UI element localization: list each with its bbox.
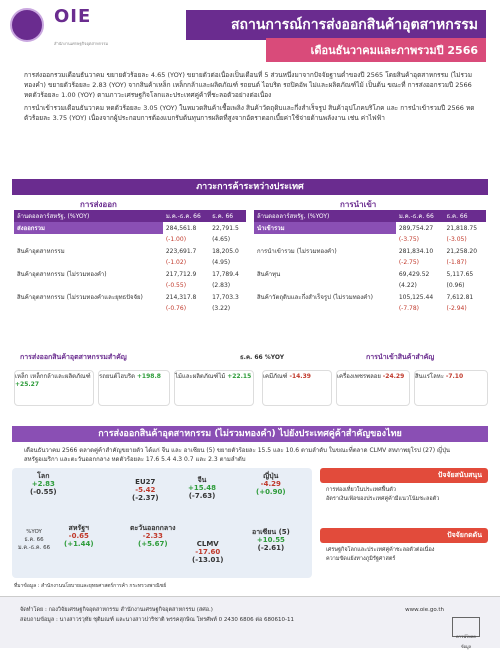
export-col2: ธ.ค. 66	[209, 210, 246, 222]
export-value: 22,791.5	[212, 224, 239, 232]
export-table	[14, 210, 246, 314]
export-growth: (3.22)	[212, 305, 231, 312]
market-text: เดือนธันวาคม 2566 ตลาดคู่ค้าสำคัญขยายตัว ได้แก่ จีน และ อาเซียน (5) ขยายตัวร้อยละ 15.5 และ 10.6 ตามลำดับ ในขณะที่ตลาด CLMV สหภาพยุโรป (27) ญี่ปุ่น สหรัฐอเมริกา และตะวันออกกลาง หดตัวร้อยละ 17.6 5.4 4.3 0.7 และ 2.3 ตามลำดับ	[24, 447, 450, 463]
import-table	[254, 210, 486, 314]
export-summary: การส่งออกรวมเดือนธันวาคม ขยายตัวร้อยละ 4.65 (YOY) ขยายตัวต่อเนื่องเป็นเดือนที่ 5 ส่วนหนึ่งมาจากปัจจัยฐานต่ำของปี 2565 โดยสินค้าอุตสาหกรรม (ไม่รวมทองคำ) ขยายตัวร้อยละ 2.83 (YOY) จากสินค้าเหล็ก เหล็กกล้าและผลิตภัณฑ์ รถยนต์ ไอบริด รถปิคอัพ ไม่และผลิตภัณฑ์ไม้ เป็นต้น ขณะที่ การส่งออกรวมปี 2566 หดตัวร้อยละ 1.00 (YOY) ตามภาวะเศรษฐกิจโลกและประเทศคู่ค้าที่ชะลอตัวอย่างต่อเนื่อง	[24, 71, 472, 99]
product-value: +198.8	[136, 373, 161, 380]
export-value: 18,205.0	[212, 247, 239, 255]
market-middle-east: ตะวันออกกลาง -2.33 (+5.67)	[130, 524, 176, 548]
product-label: รถยนต์ไฮบริด	[99, 373, 135, 380]
export-growth: (-1.00)	[165, 236, 187, 243]
import-growth: (-3.75)	[398, 236, 420, 243]
footer	[0, 596, 500, 648]
import-title: การนำเข้า	[340, 200, 377, 209]
product-label: เหล็ก เหล็กกล้าและผลิตภัณฑ์	[15, 373, 91, 380]
import-value: 69,429.52	[398, 270, 430, 278]
risk-item: เศรษฐกิจโลกและประเทศคู่ค้าชะลอตัวต่อเนื่อง	[326, 547, 435, 553]
export-value: 217,712.9	[165, 270, 197, 278]
world-map	[12, 468, 312, 578]
market-world: โลก +2.83 (-0.55)	[30, 472, 57, 496]
export-value: 17,789.4	[212, 270, 239, 278]
import-product-card	[336, 370, 410, 406]
export-value: 214,317.8	[165, 293, 197, 301]
export-growth: (2.83)	[212, 282, 231, 289]
header	[0, 0, 500, 64]
market-japan: ญี่ปุ่น -4.29 (+0.90)	[256, 472, 286, 496]
export-col1: ม.ค.-ธ.ค. 66	[163, 210, 209, 222]
export-product-card	[174, 370, 254, 406]
support-factors	[320, 468, 488, 507]
map-legend: %YOY ธ.ค. 66 ม.ค.-ธ.ค. 66	[18, 529, 51, 551]
support-item: อัตราเงินเฟ้อของประเทศคู่ค้ามีแนวโน้มชะลอตัว	[326, 496, 440, 502]
footer-line1: จัดทำโดย : กองวิจัยเศรษฐกิจอุตสาหกรรม สำนักงานเศรษฐกิจอุตสาหกรรม (สศอ.)	[20, 607, 213, 613]
export-row-label: สินค้าอุตสาหกรรม (ไม่รวมทองคำและยุทธปัจจัย)	[17, 294, 143, 301]
market-china: จีน +15.48 (-7.63)	[188, 476, 217, 500]
export-growth: (-0.55)	[165, 282, 187, 289]
page-subtitle: เดือนธันวาคมและภาพรวมปี 2566	[266, 38, 486, 62]
export-value: 223,691.7	[165, 247, 197, 255]
export-growth: (4.95)	[212, 259, 231, 266]
import-growth: (-3.05)	[446, 236, 467, 243]
product-label: เคมีภัณฑ์	[263, 373, 288, 380]
import-growth: (-1.87)	[446, 259, 467, 266]
import-value: 5,117.65	[446, 270, 474, 278]
market-clmv: CLMV -17.60 (-13.01)	[192, 540, 224, 564]
oie-logo-subtitle: สำนักงานเศรษฐกิจอุตสาหกรรม	[54, 41, 109, 46]
support-title: ปัจจัยสนับสนุน	[320, 468, 488, 483]
import-col2: ธ.ค. 66	[443, 210, 486, 222]
import-products-title: การนำเข้าสินค้าสำคัญ	[366, 353, 435, 361]
import-growth: (-2.94)	[446, 305, 467, 312]
risk-factors	[320, 528, 488, 567]
export-products-title: การส่งออกสินค้าอุตสาหกรรมสำคัญ	[20, 353, 127, 361]
import-value: 21,258.20	[446, 247, 478, 255]
support-item: การท่องเที่ยวในประเทศฟื้นตัว	[326, 487, 396, 493]
risk-title: ปัจจัยกดดัน	[320, 528, 488, 543]
import-row-label: สินค้าทุน	[257, 271, 281, 278]
import-value: 21,818.75	[446, 224, 478, 232]
import-summary: การนำเข้ารวมเดือนธันวาคม หดตัวร้อยละ 3.05 (YOY) ในหมวดสินค้าเชื้อเพลิง สินค้าวัตถุดิบและกึ่งสำเร็จรูป สินค้าอุปโภคบริโภค และ การนำเข้ารวมปี 2566 หดตัวร้อยละ 3.75 (YOY) เนื่องจากผู้ประกอบการต้องแบกรับต้นทุนการผลิตที่สูงจากอัตราดอกเบี้ยค่าใช้จ่ายด้านพลังงาน เช่น ค่าไฟฟ้า	[24, 104, 475, 122]
risk-item: ความขัดแย้งทางภูมิรัฐศาสตร์	[326, 556, 396, 562]
market-section-bar: การส่งออกสินค้าอุตสาหกรรม (ไม่รวมทองคำ) ไปยังประเทศคู่ค้าสำคัญของไทย	[12, 426, 488, 442]
import-value: 105,125.44	[398, 293, 434, 301]
qr-label: ดาวน์โหลดข้อมูล	[456, 634, 476, 649]
export-value: 17,703.3	[212, 293, 239, 301]
qr-code-icon[interactable]	[452, 617, 480, 649]
export-growth: (-1.02)	[165, 259, 187, 266]
import-value: 289,754.27	[398, 224, 434, 232]
export-growth: (-0.76)	[165, 305, 187, 312]
product-value: -7.10	[445, 373, 464, 380]
export-unit: ล้านดอลลาร์สหรัฐ, (%YOY)	[14, 210, 163, 222]
export-product-card	[14, 370, 94, 406]
market-usa: สหรัฐฯ -0.65 (+1.44)	[64, 524, 94, 548]
import-value: 7,612.81	[446, 293, 474, 301]
product-label: ไม้และผลิตภัณฑ์ไม้	[175, 373, 226, 380]
product-value: +22.15	[227, 373, 252, 380]
export-row-label: สินค้าอุตสาหกรรม (ไม่รวมทองคำ)	[17, 271, 107, 278]
export-value: 284,561.8	[165, 224, 197, 232]
ministry-seal-icon	[10, 8, 44, 42]
trade-section-bar: ภาวะการค้าระหว่างประเทศ	[12, 179, 488, 195]
export-product-card	[98, 370, 170, 406]
import-value: 281,834.10	[398, 247, 434, 255]
oie-logo: OIE	[54, 6, 92, 27]
export-row-label: ส่งออกรวม	[14, 222, 163, 234]
product-label: เครื่องเพชรพลอย	[337, 373, 381, 380]
import-row-label: การนำเข้ารวม (ไม่รวมทองคำ)	[257, 248, 337, 255]
footer-website[interactable]: www.oie.go.th	[405, 607, 444, 613]
import-growth: (-7.78)	[398, 305, 420, 312]
intro-text	[24, 70, 480, 123]
source-note: ที่มาข้อมูล : สำนักงานนโยบายและยุทธศาสตร์การค้า กระทรวงพาณิชย์	[14, 583, 167, 589]
export-row-label: สินค้าอุตสาหกรรม	[17, 248, 65, 255]
import-growth: (-2.75)	[398, 259, 420, 266]
export-growth: (4.65)	[212, 236, 231, 243]
import-row-label: สินค้าวัตถุดิบและกึ่งสำเร็จรูป (ไม่รวมทองคำ)	[257, 294, 373, 301]
import-row-label: นำเข้ารวม	[254, 222, 396, 234]
import-product-card	[414, 370, 488, 406]
product-value: +25.27	[15, 381, 40, 388]
footer-line2: สอบถามข้อมูล : นางสาวรวุทัย ชุติมณฑ์ และนางสาวปาริชาติ พรรคสุกษิณ โทรศัพท์ 0 2430 6806 ต่อ 680610-11	[20, 617, 295, 623]
market-asean5: อาเซียน (5) +10.55 (-2.61)	[252, 528, 290, 552]
product-label: สินแร่โลหะ	[415, 373, 444, 380]
key-products	[14, 353, 488, 414]
product-value: -24.29	[382, 373, 405, 380]
import-unit: ล้านดอลลาร์สหรัฐ, (%YOY)	[254, 210, 396, 222]
products-period: ธ.ค. 66 %YOY	[240, 354, 285, 361]
import-growth: (0.96)	[446, 282, 465, 289]
import-product-card	[262, 370, 332, 406]
product-value: -14.39	[289, 373, 311, 380]
import-growth: (4.22)	[398, 282, 417, 289]
market-eu: EU27 -5.42 (-2.37)	[132, 478, 159, 502]
export-title: การส่งออก	[80, 200, 117, 209]
page-title: สถานการณ์การส่งออกสินค้าอุตสาหกรรม	[186, 10, 486, 40]
import-col1: ม.ค.-ธ.ค. 66	[396, 210, 444, 222]
